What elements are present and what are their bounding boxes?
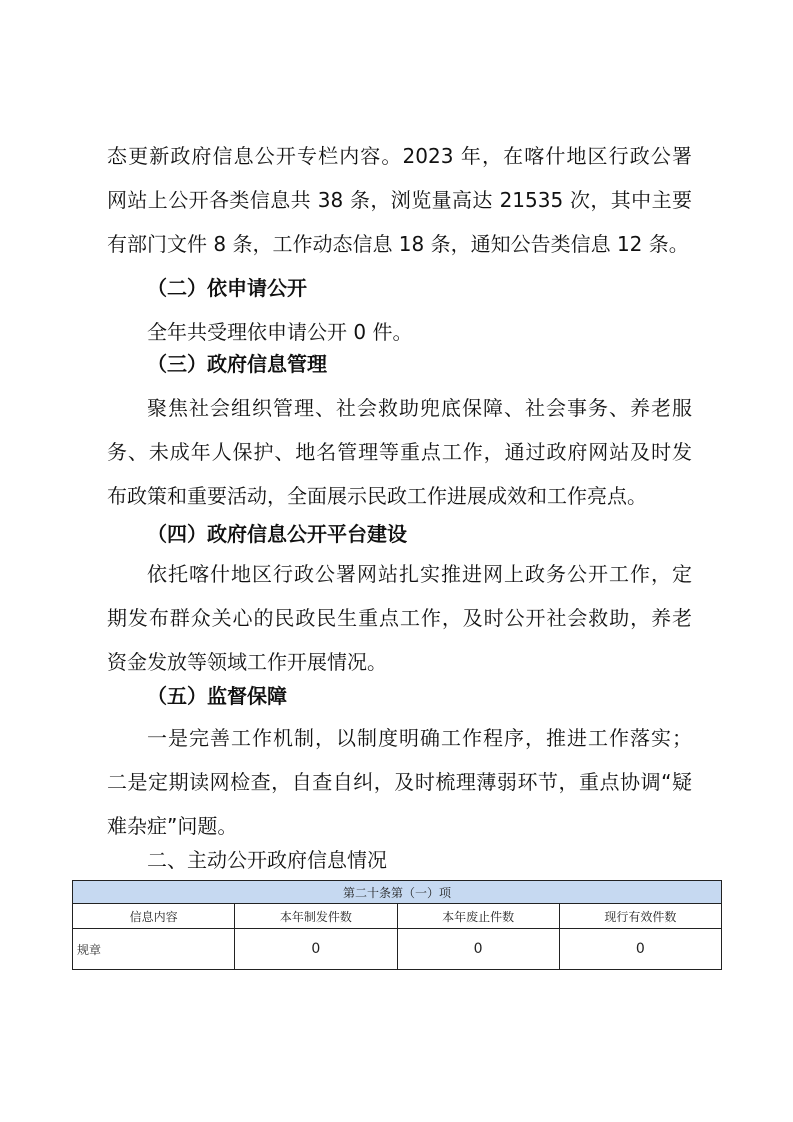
text-line: 二是定期读网检查，自查自纠，及时梳理薄弱环节，重点协调“疑 [107,770,692,794]
table-caption: 第二十条第（一）项 [73,881,722,904]
cell-valid-count: 0 [559,929,721,970]
paragraph-supervision [107,716,692,848]
disclosure-table [72,880,722,970]
heading-information-management: （三）政府信息管理 [147,352,327,376]
column-header-content: 信息内容 [73,904,235,929]
text-line: 态更新政府信息公开专栏内容。2023 年，在喀什地区行政公署 [107,144,692,168]
cell-content-name: 规章 [73,929,235,970]
heading-supervision: （五）监督保障 [147,684,287,708]
section-title-active-disclosure: 二、主动公开政府信息情况 [147,848,387,872]
column-header-issued: 本年制发件数 [235,904,397,929]
cell-issued-count: 0 [235,929,397,970]
text-line: 网站上公开各类信息共 38 条，浏览量高达 21535 次，其中主要 [107,188,692,212]
column-header-abolished: 本年废止件数 [397,904,559,929]
text-line: 依托喀什地区行政公署网站扎实推进网上政务公开工作，定 [147,562,692,586]
paragraph-platform-construction [107,552,692,684]
column-header-valid: 现行有效件数 [559,904,721,929]
heading-application-disclosure: （二）依申请公开 [147,276,307,300]
text-line: 资金发放等领域工作开展情况。 [107,650,387,674]
paragraph-information-management [107,386,692,518]
cell-abolished-count: 0 [397,929,559,970]
table-row [73,929,722,970]
text-line: 期发布群众关心的民政民生重点工作，及时公开社会救助，养老 [107,606,692,630]
text-line: 全年共受理依申请公开 0 件。 [147,320,413,344]
text-line: 聚焦社会组织管理、社会救助兜底保障、社会事务、养老服 [147,396,692,420]
text-line: 务、未成年人保护、地名管理等重点工作，通过政府网站及时发 [107,440,692,464]
text-line: 有部门文件 8 条，工作动态信息 18 条，通知公告类信息 12 条。 [107,232,689,256]
table-header-row [73,904,722,929]
text-line: 一是完善工作机制，以制度明确工作程序，推进工作落实； [147,726,692,750]
paragraph-publication-summary [107,134,692,266]
heading-platform-construction: （四）政府信息公开平台建设 [147,522,407,546]
text-line: 难杂症”问题。 [107,814,238,838]
text-line: 布政策和重要活动，全面展示民政工作进展成效和工作亮点。 [107,484,647,508]
table-caption-row [73,881,722,904]
